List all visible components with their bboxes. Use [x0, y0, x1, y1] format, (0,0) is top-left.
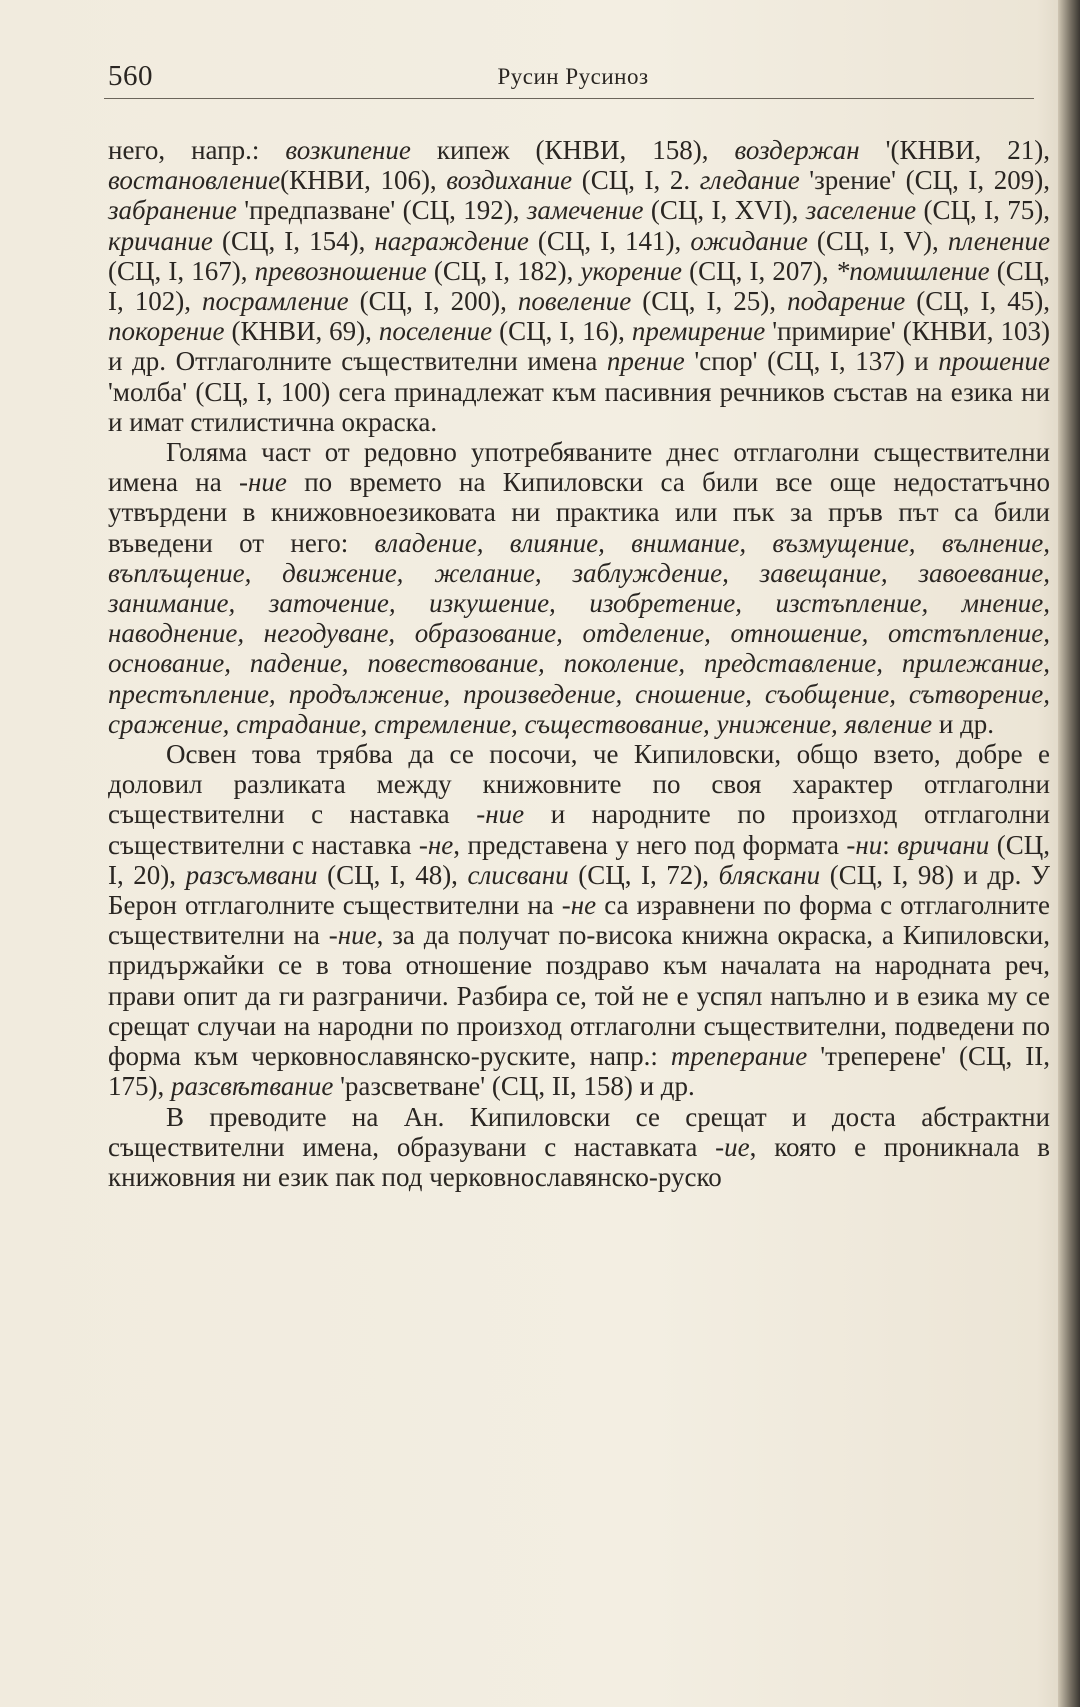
italic-term: покорение: [108, 316, 225, 347]
paragraph: [108, 135, 1050, 437]
text-run: Освен това трябва да се посочи, че Кипиловски, общо взето, добре е доловил разликата между книжовните по своя характер отглаголни съществителни с наставка: [108, 739, 1050, 830]
italic-term: премирение: [631, 316, 766, 347]
text-run: , за да получат по-висока книжна окраска, а Кипиловски, придържайки се в това отношение поздраво към началата на народната реч, прави опит да ги разграничи. Разбира се, той не е успял напълно и в езика му се срещат случаи на народни по произход отглаголни съществителни, подведени по форма към черковнославянско-руските, напр.:: [108, 920, 1050, 1072]
text-run: 'примирие' (КНВИ, 103) и др. Отглаголните съществителни имена: [108, 316, 1051, 377]
italic-term: *помишление: [835, 255, 990, 286]
text-run: (СЦ, I, V),: [807, 225, 948, 256]
text-run: (СЦ, I, 207),: [682, 255, 836, 286]
italic-term: -не: [561, 890, 597, 921]
text-run: 'треперене' (СЦ, II, 175),: [108, 1041, 1050, 1102]
italic-term: пленение: [947, 225, 1051, 256]
paragraph: [108, 437, 1050, 739]
italic-term: -ние: [328, 920, 377, 951]
italic-term: воздержан: [734, 135, 860, 165]
text-run: (СЦ, I, 48),: [317, 859, 468, 890]
text-run: '(КНВИ, 21),: [859, 135, 1050, 165]
running-head: Русин Русиноз: [497, 64, 649, 89]
italic-term: забранение: [108, 195, 237, 226]
italic-term: возкипение: [285, 135, 411, 165]
text-run: (КНВИ, 106),: [280, 165, 447, 196]
italic-term: подарение: [787, 286, 906, 317]
italic-term: воздихание: [446, 165, 573, 196]
italic-term: -ни: [846, 829, 883, 860]
text-run: са изравнени по форма с отглаголните съществителни на: [108, 890, 1050, 951]
italic-term: замечение: [526, 195, 644, 226]
italic-term: повеление: [517, 286, 632, 317]
italic-term: кричание: [108, 225, 213, 256]
text-run: В преводите на Ан. Кипиловски се срещат и доста абстрактни съществителни имена, образувани с наставката: [108, 1101, 1050, 1162]
text-run: (СЦ, I, 72),: [568, 859, 719, 890]
text-run: 'зрение' (СЦ, I, 209),: [799, 165, 1050, 196]
text-run: , която е проникнала в книжовния ни език пак под черковнославянско-руско: [108, 1131, 1051, 1192]
text-run: (СЦ, I, 102),: [108, 255, 1051, 317]
text-run: (СЦ, I, 154),: [212, 225, 375, 256]
italic-term: прошение: [938, 346, 1051, 377]
text-run: (СЦ, I, 75),: [916, 195, 1050, 226]
text-run: 'предпазване' (СЦ, 192),: [236, 195, 527, 226]
italic-term: прение: [606, 346, 685, 377]
italic-term: заселение: [805, 195, 917, 226]
italic-term: слисвани: [467, 859, 569, 890]
paragraph: [108, 739, 1050, 1101]
text-run: (СЦ, I, 182),: [426, 255, 581, 286]
italic-term: укорение: [580, 255, 682, 286]
text-run: него, напр.:: [108, 135, 286, 165]
body-text: [108, 135, 1050, 1192]
text-run: :: [882, 829, 898, 860]
text-run: (КНВИ, 69),: [224, 316, 379, 347]
page-header: [108, 56, 1038, 96]
text-run: (СЦ, I, 141),: [528, 225, 691, 256]
italic-term: востановление: [108, 165, 281, 196]
book-spine-shadow: [1058, 0, 1080, 1707]
text-run: (СЦ, I, 167),: [108, 255, 255, 286]
italic-term: вричани: [897, 829, 990, 860]
text-run: и народните по произход отглаголни съществителни с наставка: [108, 799, 1050, 860]
text-run: (СЦ, I, 45),: [905, 286, 1051, 317]
italic-term: гледание: [699, 165, 800, 196]
italic-term: награждение: [374, 225, 529, 256]
text-run: 'спор' (СЦ, I, 137) и: [684, 346, 939, 377]
italic-term: -ние: [239, 467, 287, 498]
text-run: (СЦ, I, 2.: [572, 165, 700, 196]
italic-term: -ние: [476, 799, 525, 830]
paragraph: [108, 1102, 1050, 1193]
italic-term: ожидание: [690, 225, 808, 256]
text-run: (СЦ, I, 98) и др. У Берон отглаголните съществителни на: [108, 859, 1051, 921]
italic-term: трепеpание: [670, 1041, 808, 1072]
italic-term: -не: [418, 829, 454, 860]
header-rule: [104, 98, 1034, 99]
text-run: по времето на Кипиловски са били все още недостатъчно утвърдени в книжовноезиковата ни практика или пък за пръв път са били въведени от него:: [108, 467, 1051, 558]
italic-term: поселение: [378, 316, 493, 347]
italic-term: бляскани: [718, 859, 821, 890]
text-run: (СЦ, I, 200),: [348, 286, 518, 317]
italic-term: превозношение: [254, 255, 427, 286]
page-number: 560: [108, 60, 153, 92]
text-run: 'разсветване' (СЦ, II, 158) и др.: [333, 1071, 695, 1102]
text-run: (СЦ, I, 16),: [492, 316, 632, 347]
text-run: кипеж (КНВИ, 158),: [410, 135, 735, 165]
italic-term: владение, влияние, внимание, възмущение, вълнение, въплъщение, движение, желание, заблуждение, завещание, завоевание, занимание, заточение, изкушение, изобретение, изстъпление, мнение, наводнение, негодуване, образование, отделение, отношение, отстъпление, основание, падение, повествование, поколение, представление, прилежание, престъпление, продължение, произведение, сношение, съобщение, сътворение, сражение, страдание, стремление, съществование, унижение, явление: [108, 527, 1050, 739]
text-run: Голяма част от редовно употребяваните днес отглаголни съществителни имена на: [108, 437, 1050, 498]
italic-term: разсъмвани: [185, 859, 318, 890]
text-run: (СЦ, I, XVI),: [643, 195, 806, 226]
text-run: (СЦ, I, 20),: [108, 829, 1050, 890]
italic-term: разсвѣтвание: [171, 1071, 334, 1102]
text-run: (СЦ, I, 25),: [631, 286, 788, 317]
text-run: , представена у него под формата: [453, 829, 847, 860]
text-run: 'молба' (СЦ, I, 100) сега принадлежат към пасивния речников състав на езика ни и имат стилистична окраска.: [108, 376, 1050, 437]
text-run: и др.: [932, 708, 995, 739]
italic-term: посрамление: [202, 286, 349, 317]
italic-term: -ие: [715, 1131, 750, 1162]
